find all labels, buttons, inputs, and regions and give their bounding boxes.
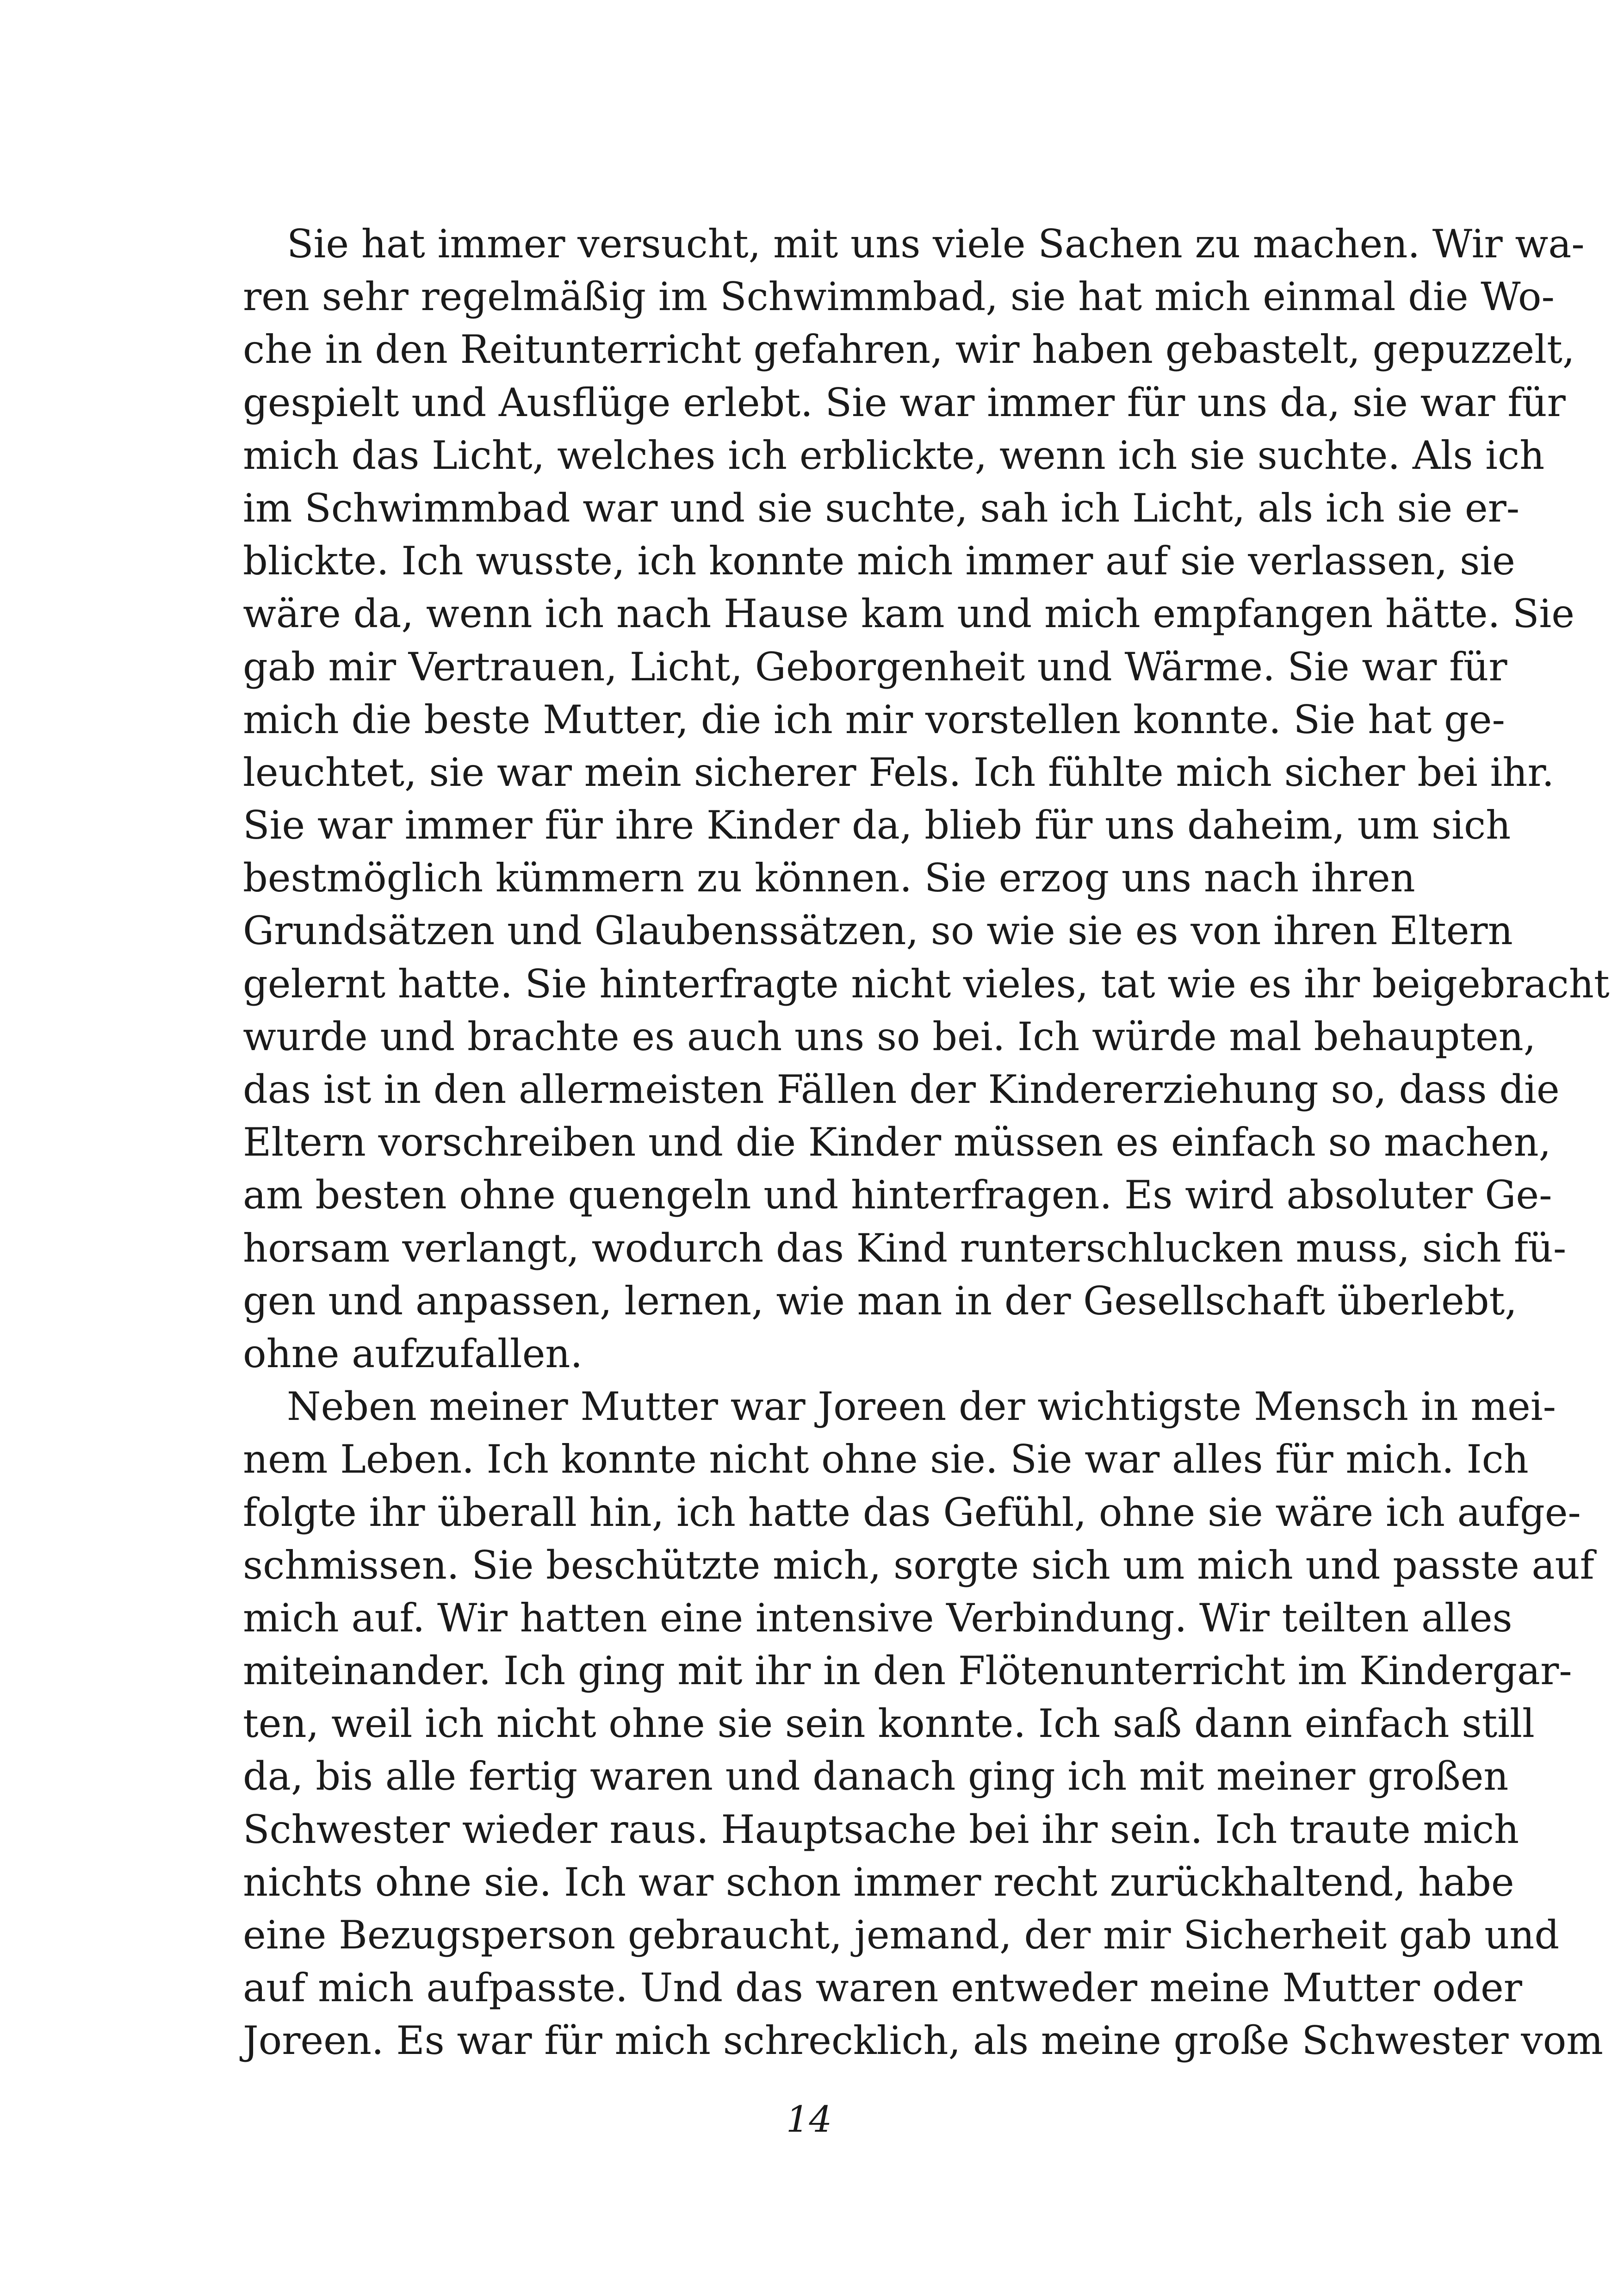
text-line: miteinander. Ich ging mit ihr in den Flötenunterricht im Kindergar- xyxy=(243,1648,1572,1694)
text-line: Schwester wieder raus. Hauptsache bei ihr sein. Ich traute mich xyxy=(243,1806,1519,1852)
text-line: nem Leben. Ich konnte nicht ohne sie. Sie war alles für mich. Ich xyxy=(243,1437,1529,1482)
text-line: am besten ohne quengeln und hinterfragen. Es wird absoluter Ge- xyxy=(243,1172,1552,1218)
text-line: nichts ohne sie. Ich war schon immer recht zurückhaltend, habe xyxy=(243,1859,1514,1905)
text-line: Sie war immer für ihre Kinder da, blieb für uns daheim, um sich xyxy=(243,803,1511,848)
text-line: gen und anpassen, lernen, wie man in der Gesellschaft überlebt, xyxy=(243,1278,1517,1324)
text-line: leuchtet, sie war mein sicherer Fels. Ich fühlte mich sicher bei ihr. xyxy=(243,749,1555,795)
text-line: Eltern vorschreiben und die Kinder müssen es einfach so machen, xyxy=(243,1120,1551,1165)
text-line: Grundsätzen und Glaubenssätzen, so wie sie es von ihren Eltern xyxy=(243,908,1513,954)
text-line: Joreen. Es war für mich schrecklich, als meine große Schwester vom xyxy=(243,2018,1603,2064)
text-line: mich das Licht, welches ich erblickte, wenn ich sie suchte. Als ich xyxy=(243,432,1545,478)
text-line: wurde und brachte es auch uns so bei. Ich würde mal behaupten, xyxy=(243,1014,1536,1059)
text-line: gelernt hatte. Sie hinterfragte nicht vieles, tat wie es ihr beigebracht xyxy=(243,961,1610,1007)
text-line: wäre da, wenn ich nach Hause kam und mich empfangen hätte. Sie xyxy=(243,591,1575,637)
text-line: mich auf. Wir hatten eine intensive Verbindung. Wir teilten alles xyxy=(243,1595,1513,1641)
page-number: 14 xyxy=(786,2099,832,2140)
text-line: horsam verlangt, wodurch das Kind runterschlucken muss, sich fü- xyxy=(243,1225,1567,1271)
text-line: da, bis alle fertig waren und danach ging ich mit meiner großen xyxy=(243,1754,1509,1799)
text-line: das ist in den allermeisten Fällen der Kindererziehung so, dass die xyxy=(243,1067,1560,1112)
text-line: Sie hat immer versucht, mit uns viele Sachen zu machen. Wir wa- xyxy=(287,221,1585,267)
text-line: eine Bezugsperson gebraucht, jemand, der mir Sicherheit gab und xyxy=(243,1912,1560,1958)
text-line: ohne aufzufallen. xyxy=(243,1331,583,1376)
text-line: gab mir Vertrauen, Licht, Geborgenheit und Wärme. Sie war für xyxy=(243,644,1507,690)
text-line: ten, weil ich nicht ohne sie sein konnte. Ich saß dann einfach still xyxy=(243,1701,1535,1747)
text-line: che in den Reitunterricht gefahren, wir haben gebastelt, gepuzzelt, xyxy=(243,327,1575,373)
text-line: gespielt und Ausflüge erlebt. Sie war immer für uns da, sie war für xyxy=(243,380,1566,425)
text-line: blickte. Ich wusste, ich konnte mich immer auf sie verlassen, sie xyxy=(243,538,1515,584)
text-line: im Schwimmbad war und sie suchte, sah ich Licht, als ich sie er- xyxy=(243,485,1520,531)
text-line: schmissen. Sie beschützte mich, sorgte sich um mich und passte auf xyxy=(243,1542,1594,1588)
text-line: auf mich aufpasste. Und das waren entweder meine Mutter oder xyxy=(243,1965,1522,2011)
text-line: ren sehr regelmäßig im Schwimmbad, sie hat mich einmal die Wo- xyxy=(243,274,1555,320)
body-text xyxy=(243,218,1610,2067)
text-line: Neben meiner Mutter war Joreen der wichtigste Mensch in mei- xyxy=(287,1384,1556,1430)
text-line: folgte ihr überall hin, ich hatte das Gefühl, ohne sie wäre ich aufge- xyxy=(243,1489,1581,1535)
text-line: mich die beste Mutter, die ich mir vorstellen konnte. Sie hat ge- xyxy=(243,697,1505,742)
text-line: bestmöglich kümmern zu können. Sie erzog uns nach ihren xyxy=(243,855,1415,901)
